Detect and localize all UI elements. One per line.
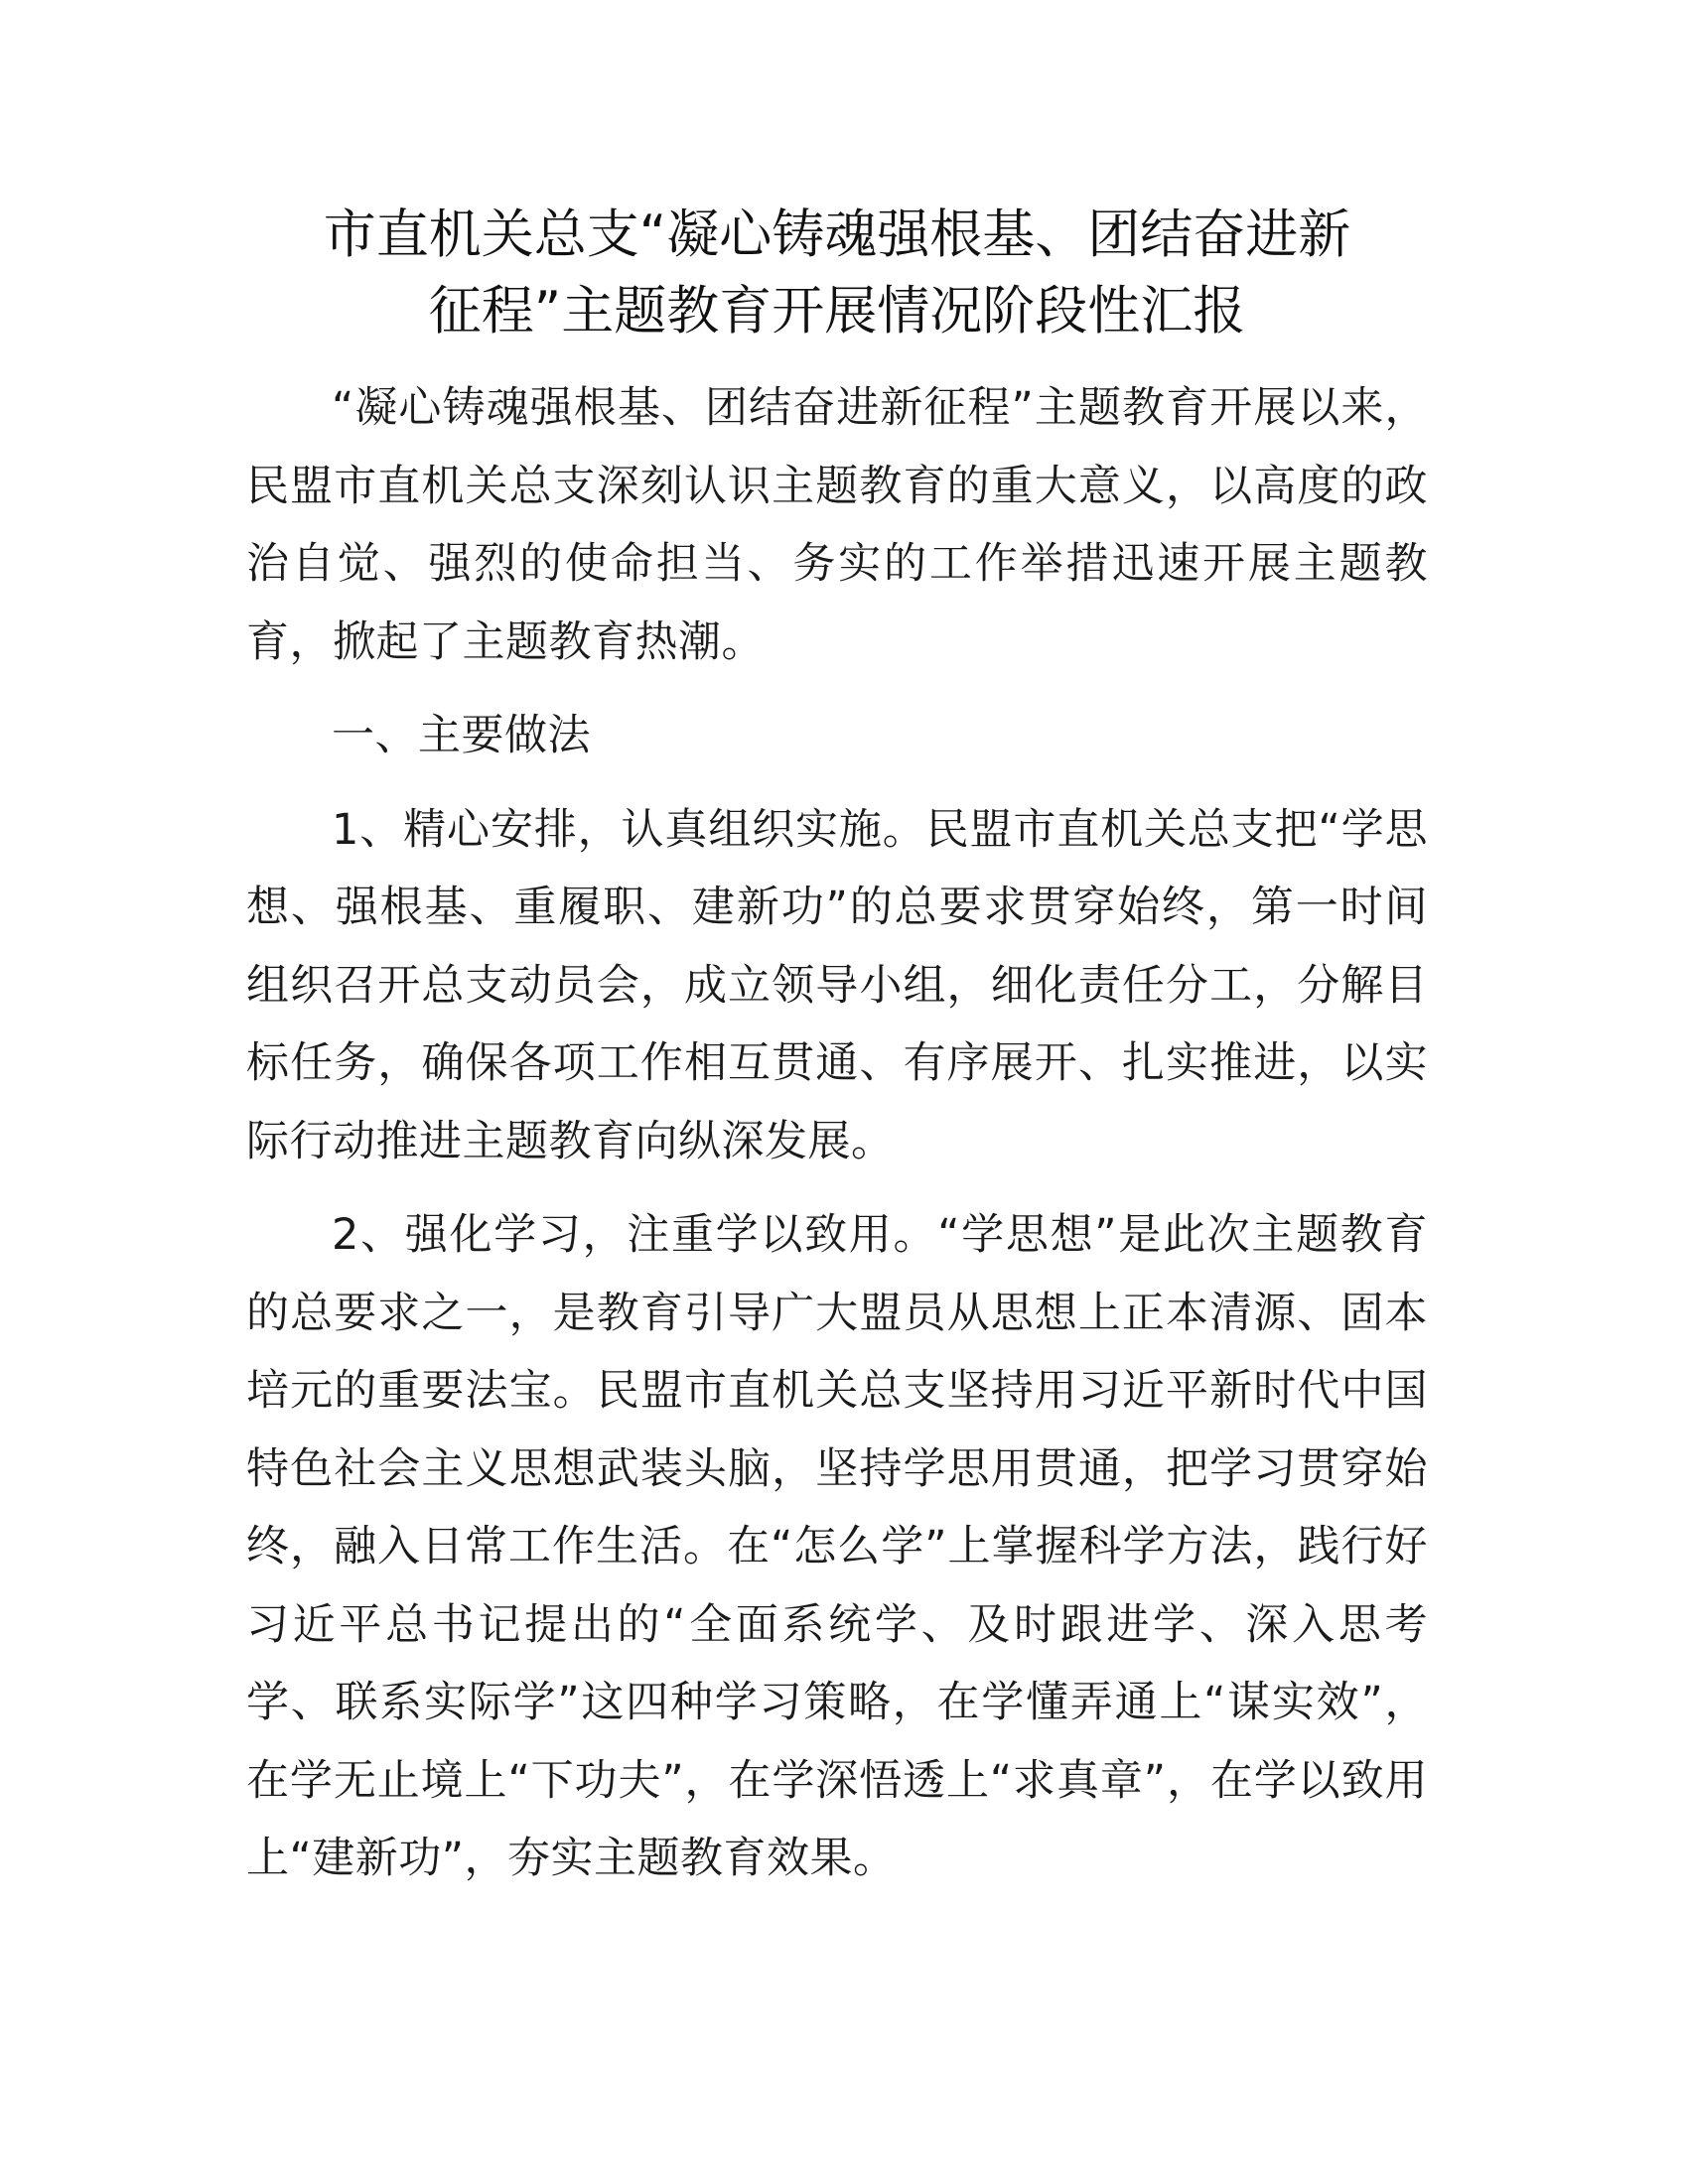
- title-line-1: 市直机关总支“凝心铸魂强根基、团结奋进新: [323, 205, 1351, 265]
- title-line-2: 征程”主题教育开展情况阶段性汇报: [428, 281, 1246, 341]
- item-2-paragraph: 2、强化学习，注重学以致用。“学思想”是此次主题教育的总要求之一，是教育引导广大盟员从思想上正本清源、固本培元的重要法宝。民盟市直机关总支坚持用习近平新时代中国特色社会主义思想武装头脑，坚持学思用贯通，把学习贯穿始终，融入日常工作生活。在“怎么学”上掌握科学方法，践行好习近平总书记提出的“全面系统学、及时跟进学、深入思考学、联系实际学”这四种学习策略，在学懂弄通上“谋实效”，在学无止境上“下功夫”，在学深悟透上“求真章”，在学以致用上“建新功”，夯实主题教育效果。: [246, 1210, 1428, 1883]
- section-heading-main-practices: 一、主要做法: [332, 711, 591, 760]
- document-body: [246, 197, 1428, 1898]
- document-title: [246, 197, 1428, 349]
- intro-paragraph: “凝心铸魂强根基、团结奋进新征程”主题教育开展以来，民盟市直机关总支深刻认识主题教育的重大意义，以高度的政治自觉、强烈的使命担当、务实的工作举措迅速开展主题教育，掀起了主题教育热潮。: [246, 383, 1428, 667]
- item-1-paragraph: 1、精心安排，认真组织实施。民盟市直机关总支把“学思想、强根基、重履职、建新功”的总要求贯穿始终，第一时间组织召开总支动员会，成立领导小组，细化责任分工，分解目标任务，确保各项工作相互贯通、有序展开、扎实推进，以实际行动推进主题教育向纵深发展。: [246, 804, 1428, 1166]
